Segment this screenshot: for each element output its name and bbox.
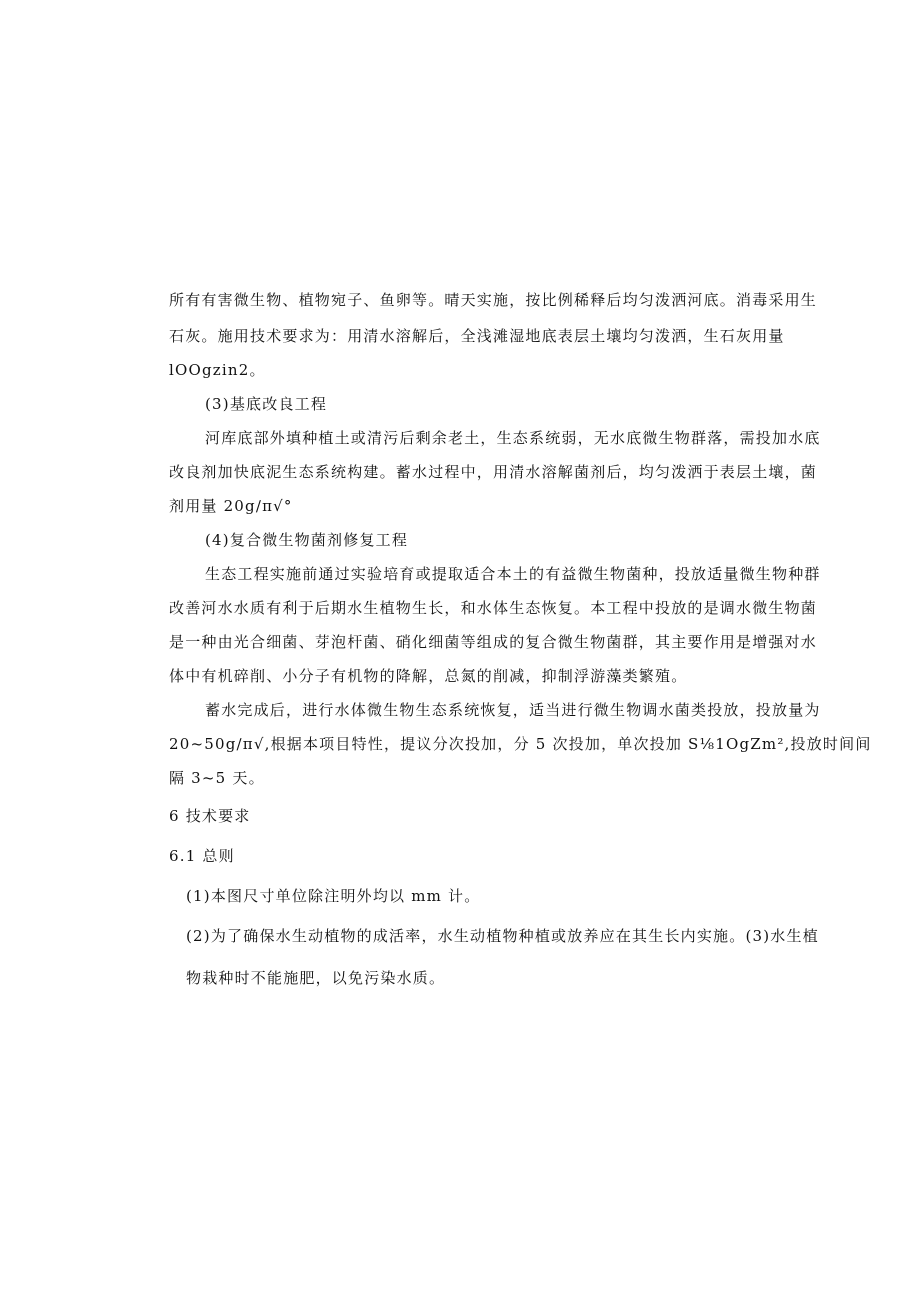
paragraph-line: 隔 3~5 天。 (169, 769, 265, 787)
list-item: (2)为了确保水生动植物的成活率，水生动植物种植或放养应在其生长内实施。(3)水生植 (186, 927, 819, 945)
paragraph-line: 是一种由光合细菌、芽泡杆菌、硝化细菌等组成的复合微生物菌群，其主要作用是增强对水 (169, 633, 818, 651)
list-item: 物栽种时不能施肥，以免污染水质。 (186, 969, 446, 987)
paragraph-line: 体中有机碎削、小分子有机物的降解，总氮的削减，抑制浮游藻类繁殖。 (169, 667, 688, 685)
paragraph-line: 所有有害微生物、植物宛子、鱼卵等。晴天实施，按比例稀释后均匀泼洒河底。消毒采用生 (169, 291, 818, 309)
paragraph-line: 20~50g∕π√,根据本项目特性，提议分次投加，分 5 次投加，单次投加 S⅛1OgZm²,投放时间间 (169, 735, 872, 753)
chapter-heading: 6 技术要求 (169, 807, 251, 825)
paragraph-line: 蓄水完成后，进行水体微生物生态系统恢复，适当进行微生物调水菌类投放，投放量为 (205, 701, 821, 719)
subsection-heading: 6.1 总则 (169, 847, 235, 865)
paragraph-line: 改良剂加快底泥生态系统构建。蓄水过程中，用清水溶解菌剂后，均匀泼洒于表层土壤，菌 (169, 463, 818, 481)
list-item: (1)本图尺寸单位除注明外均以 mm 计。 (186, 887, 481, 905)
paragraph-line: 改善河水水质有利于后期水生植物生长，和水体生态恢复。本工程中投放的是调水微生物菌 (169, 599, 818, 617)
paragraph-line: 河库底部外填种植土或清污后剩余老土，生态系统弱，无水底微生物群落，需投加水底 (205, 429, 821, 447)
section-heading: (3)基底改良工程 (205, 395, 328, 413)
paragraph-line: 石灰。施用技术要求为：用清水溶解后，全浅滩湿地底表层土壤均匀泼洒，生石灰用量 (169, 327, 785, 345)
paragraph-line: 生态工程实施前通过实验培育或提取适合本土的有益微生物菌种，投放适量微生物种群 (205, 565, 821, 583)
section-heading: (4)复合微生物菌剂修复工程 (205, 531, 409, 549)
paragraph-line: lOOgzin2。 (169, 361, 266, 379)
paragraph-line: 剂用量 20g∕π√° (169, 497, 293, 515)
